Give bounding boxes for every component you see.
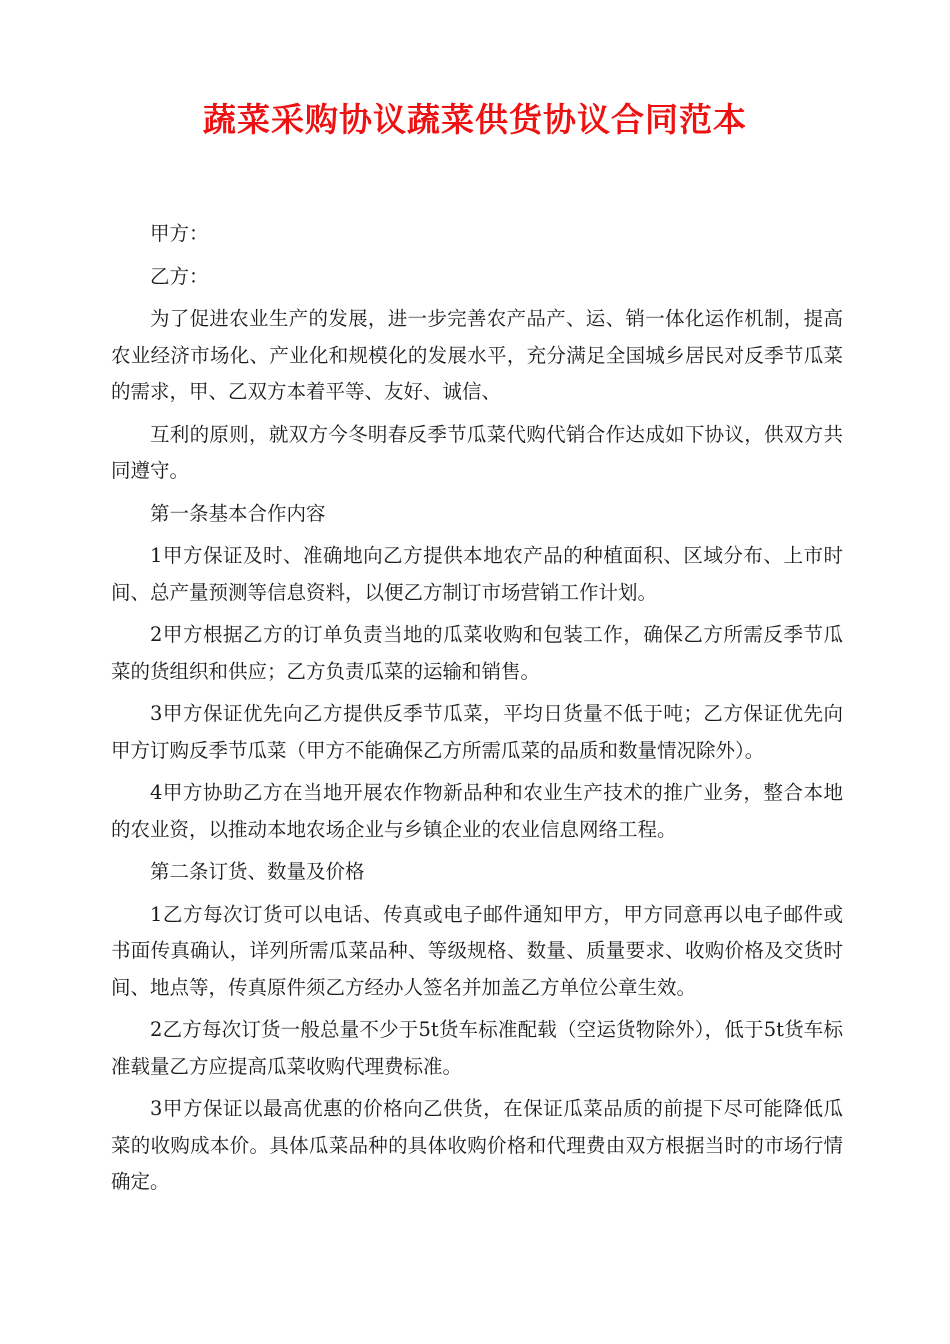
article-1-clause-2: 2甲方根据乙方的订单负责当地的瓜菜收购和包装工作，确保乙方所需反季节瓜菜的货组织和供应；乙方负责瓜菜的运输和销售。 [111, 623, 843, 683]
party-b-line: 乙方： [150, 264, 209, 288]
article-2-clause-2: 2乙方每次订货一般总量不少于5t货车标准配载（空运货物除外），低于5t货车标准载量乙方应提高瓜菜收购代理费标准。 [111, 1018, 843, 1078]
preamble-paragraph: 为了促进农业生产的发展，进一步完善农产品产、运、销一体化运作机制，提高农业经济市场化、产业化和规模化的发展水平，充分满足全国城乡居民对反季节瓜菜的需求，甲、乙双方本着平等、友好、诚信、 [111, 307, 843, 403]
article-1-clause-4: 4甲方协助乙方在当地开展农作物新品种和农业生产技术的推广业务，整合本地的农业资，以推动本地农场企业与乡镇企业的农业信息网络工程。 [111, 781, 843, 841]
article-1-clause-3: 3甲方保证优先向乙方提供反季节瓜菜，平均日货量不低于吨；乙方保证优先向甲方订购反季节瓜菜（甲方不能确保乙方所需瓜菜的品质和数量情况除外）。 [111, 702, 843, 762]
article-1-clause-1: 1甲方保证及时、准确地向乙方提供本地农产品的种植面积、区域分布、上市时间、总产量预测等信息资料，以便乙方制订市场营销工作计划。 [111, 544, 843, 604]
document-title: 蔬菜采购协议蔬菜供货协议合同范本 [203, 100, 747, 139]
preamble-continuation: 互利的原则，就双方今冬明春反季节瓜菜代购代销合作达成如下协议，供双方共同遵守。 [111, 422, 843, 482]
document-body [111, 216, 843, 1207]
article-2-clause-1: 1乙方每次订货可以电话、传真或电子邮件通知甲方，甲方同意再以电子邮件或书面传真确认，详列所需瓜菜品种、等级规格、数量、质量要求、收购价格及交货时间、地点等，传真原件须乙方经办人签名并加盖乙方单位公章生效。 [111, 902, 843, 999]
party-a-line: 甲方： [150, 222, 209, 245]
article-2-clause-3: 3甲方保证以最高优惠的价格向乙供货，在保证瓜菜品质的前提下尽可能降低瓜菜的收购成本价。具体瓜菜品种的具体收购价格和代理费由双方根据当时的市场行情确定。 [111, 1097, 843, 1193]
article-2-heading: 第二条订货、数量及价格 [150, 860, 365, 883]
article-1-heading: 第一条基本合作内容 [150, 501, 326, 525]
